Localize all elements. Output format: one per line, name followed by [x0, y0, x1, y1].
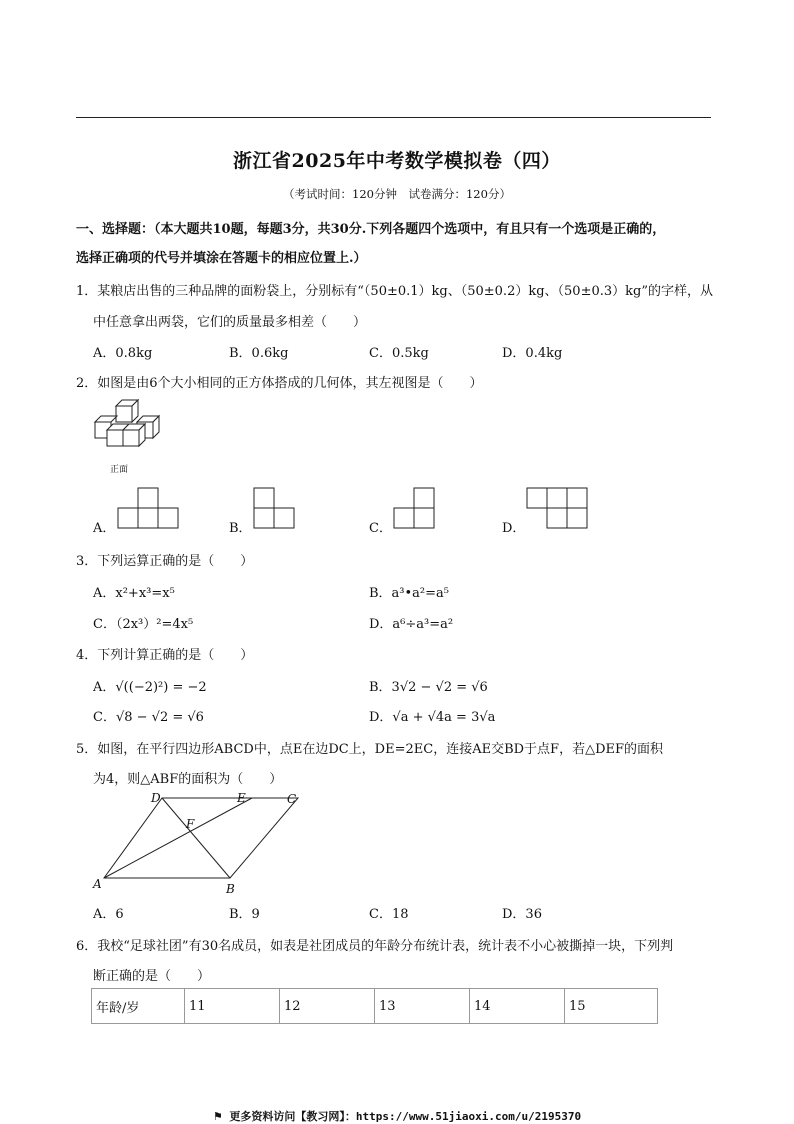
parallelogram-abcd — [104, 798, 298, 878]
table-cell: 14 — [470, 989, 565, 1024]
q2-figure-caption: 正面 — [110, 465, 129, 475]
q2-stem: 2．如图是由6个大小相同的正方体搭成的几何体，其左视图是（ ） — [76, 376, 483, 391]
q2-option-c-view — [393, 487, 437, 529]
table-cell: 15 — [565, 989, 658, 1024]
exam-info: （考试时间：120分钟 试卷满分：120分） — [283, 187, 511, 201]
q2-label-a: A． — [93, 521, 116, 536]
q3-option-c: C．（2x³）²=4x⁵ — [93, 617, 194, 632]
table-cell: 13 — [375, 989, 470, 1024]
q1-option-a: A．0.8kg — [93, 346, 153, 361]
q3-option-d: D．a⁶÷a³=a² — [369, 617, 454, 632]
footer-link[interactable] — [0, 1108, 794, 1124]
q1-option-b: B．0.6kg — [229, 346, 289, 361]
q2-label-b: B． — [229, 521, 252, 536]
section-instructions-line1: 一、选择题：（本大题共10题，每题3分，共30分.下列各题四个选项中，有且只有一个选项是正确的， — [76, 222, 666, 237]
q3-option-b: B．a³•a²=a⁵ — [369, 586, 449, 601]
q6-stem-line2: 断正确的是（ ） — [93, 969, 211, 984]
q6-stem-line1: 6．我校“足球社团”有30名成员，如表是社团成员的年龄分布统计表，统计表不小心被撕掉一块，下列判 — [76, 939, 674, 954]
label-c: C — [287, 792, 297, 806]
q2-option-d-view — [526, 487, 590, 529]
q5-stem-line2: 为4，则△ABF的面积为（ ） — [93, 772, 283, 787]
section-instructions-line2: 选择正确项的代号并填涂在答题卡的相应位置上.） — [76, 251, 367, 266]
segment-ae — [104, 798, 252, 878]
q4-option-d: D．√a + √4a = 3√a — [369, 710, 496, 725]
label-e: E — [237, 791, 246, 805]
page-title: 浙江省2025年中考数学模拟卷（四） — [233, 150, 561, 172]
q3-stem: 3．下列运算正确的是（ ） — [76, 554, 254, 569]
table-row — [92, 989, 658, 1024]
table-header-cell: 年龄/岁 — [92, 989, 185, 1024]
q5-option-b: B．9 — [229, 907, 260, 922]
label-d: D — [151, 791, 161, 805]
q1-stem-line2: 中任意拿出两袋，它们的质量最多相差（ ） — [93, 315, 367, 330]
table-cell: 12 — [280, 989, 375, 1024]
age-table — [91, 988, 658, 1024]
q1-stem-line1: 1．某粮店出售的三种品牌的面粉袋上，分别标有“（50±0.1）kg、（50±0.2）kg、（50±0.3）kg”的字样，从 — [76, 284, 713, 299]
q4-stem: 4．下列计算正确的是（ ） — [76, 648, 254, 663]
top-rule — [76, 117, 711, 118]
q5-option-d: D．36 — [502, 907, 542, 922]
q2-solid-figure — [93, 398, 163, 452]
q1-option-d: D．0.4kg — [502, 346, 563, 361]
q5-parallelogram-figure — [90, 788, 310, 898]
footer-text: 更多资料访问【教习网】：https://www.51jiaoxi.com/u/2195370 — [229, 1110, 582, 1123]
flag-icon: ⚑ — [212, 1110, 223, 1123]
q5-stem-line1: 5．如图，在平行四边形ABCD中，点E在边DC上，DE=2EC，连接AE交BD于点F，若△DEF的面积 — [76, 742, 663, 757]
label-f: F — [186, 817, 195, 831]
q1-option-c: C．0.5kg — [369, 346, 429, 361]
diagonal-bd — [162, 798, 230, 878]
table-cell: 11 — [185, 989, 280, 1024]
q2-option-a-view — [117, 487, 181, 529]
label-a: A — [93, 877, 102, 891]
q2-label-d: D． — [502, 521, 526, 536]
q2-label-c: C． — [369, 521, 392, 536]
q5-option-c: C．18 — [369, 907, 409, 922]
label-b: B — [226, 882, 235, 896]
q2-option-b-view — [253, 487, 297, 529]
q3-option-a: A．x²+x³=x⁵ — [93, 586, 175, 601]
q4-option-c: C．√8 − √2 = √6 — [93, 710, 204, 725]
q5-option-a: A．6 — [93, 907, 124, 922]
q4-option-b: B．3√2 − √2 = √6 — [369, 680, 488, 695]
q4-option-a: A．√((−2)²) = −2 — [93, 680, 207, 695]
